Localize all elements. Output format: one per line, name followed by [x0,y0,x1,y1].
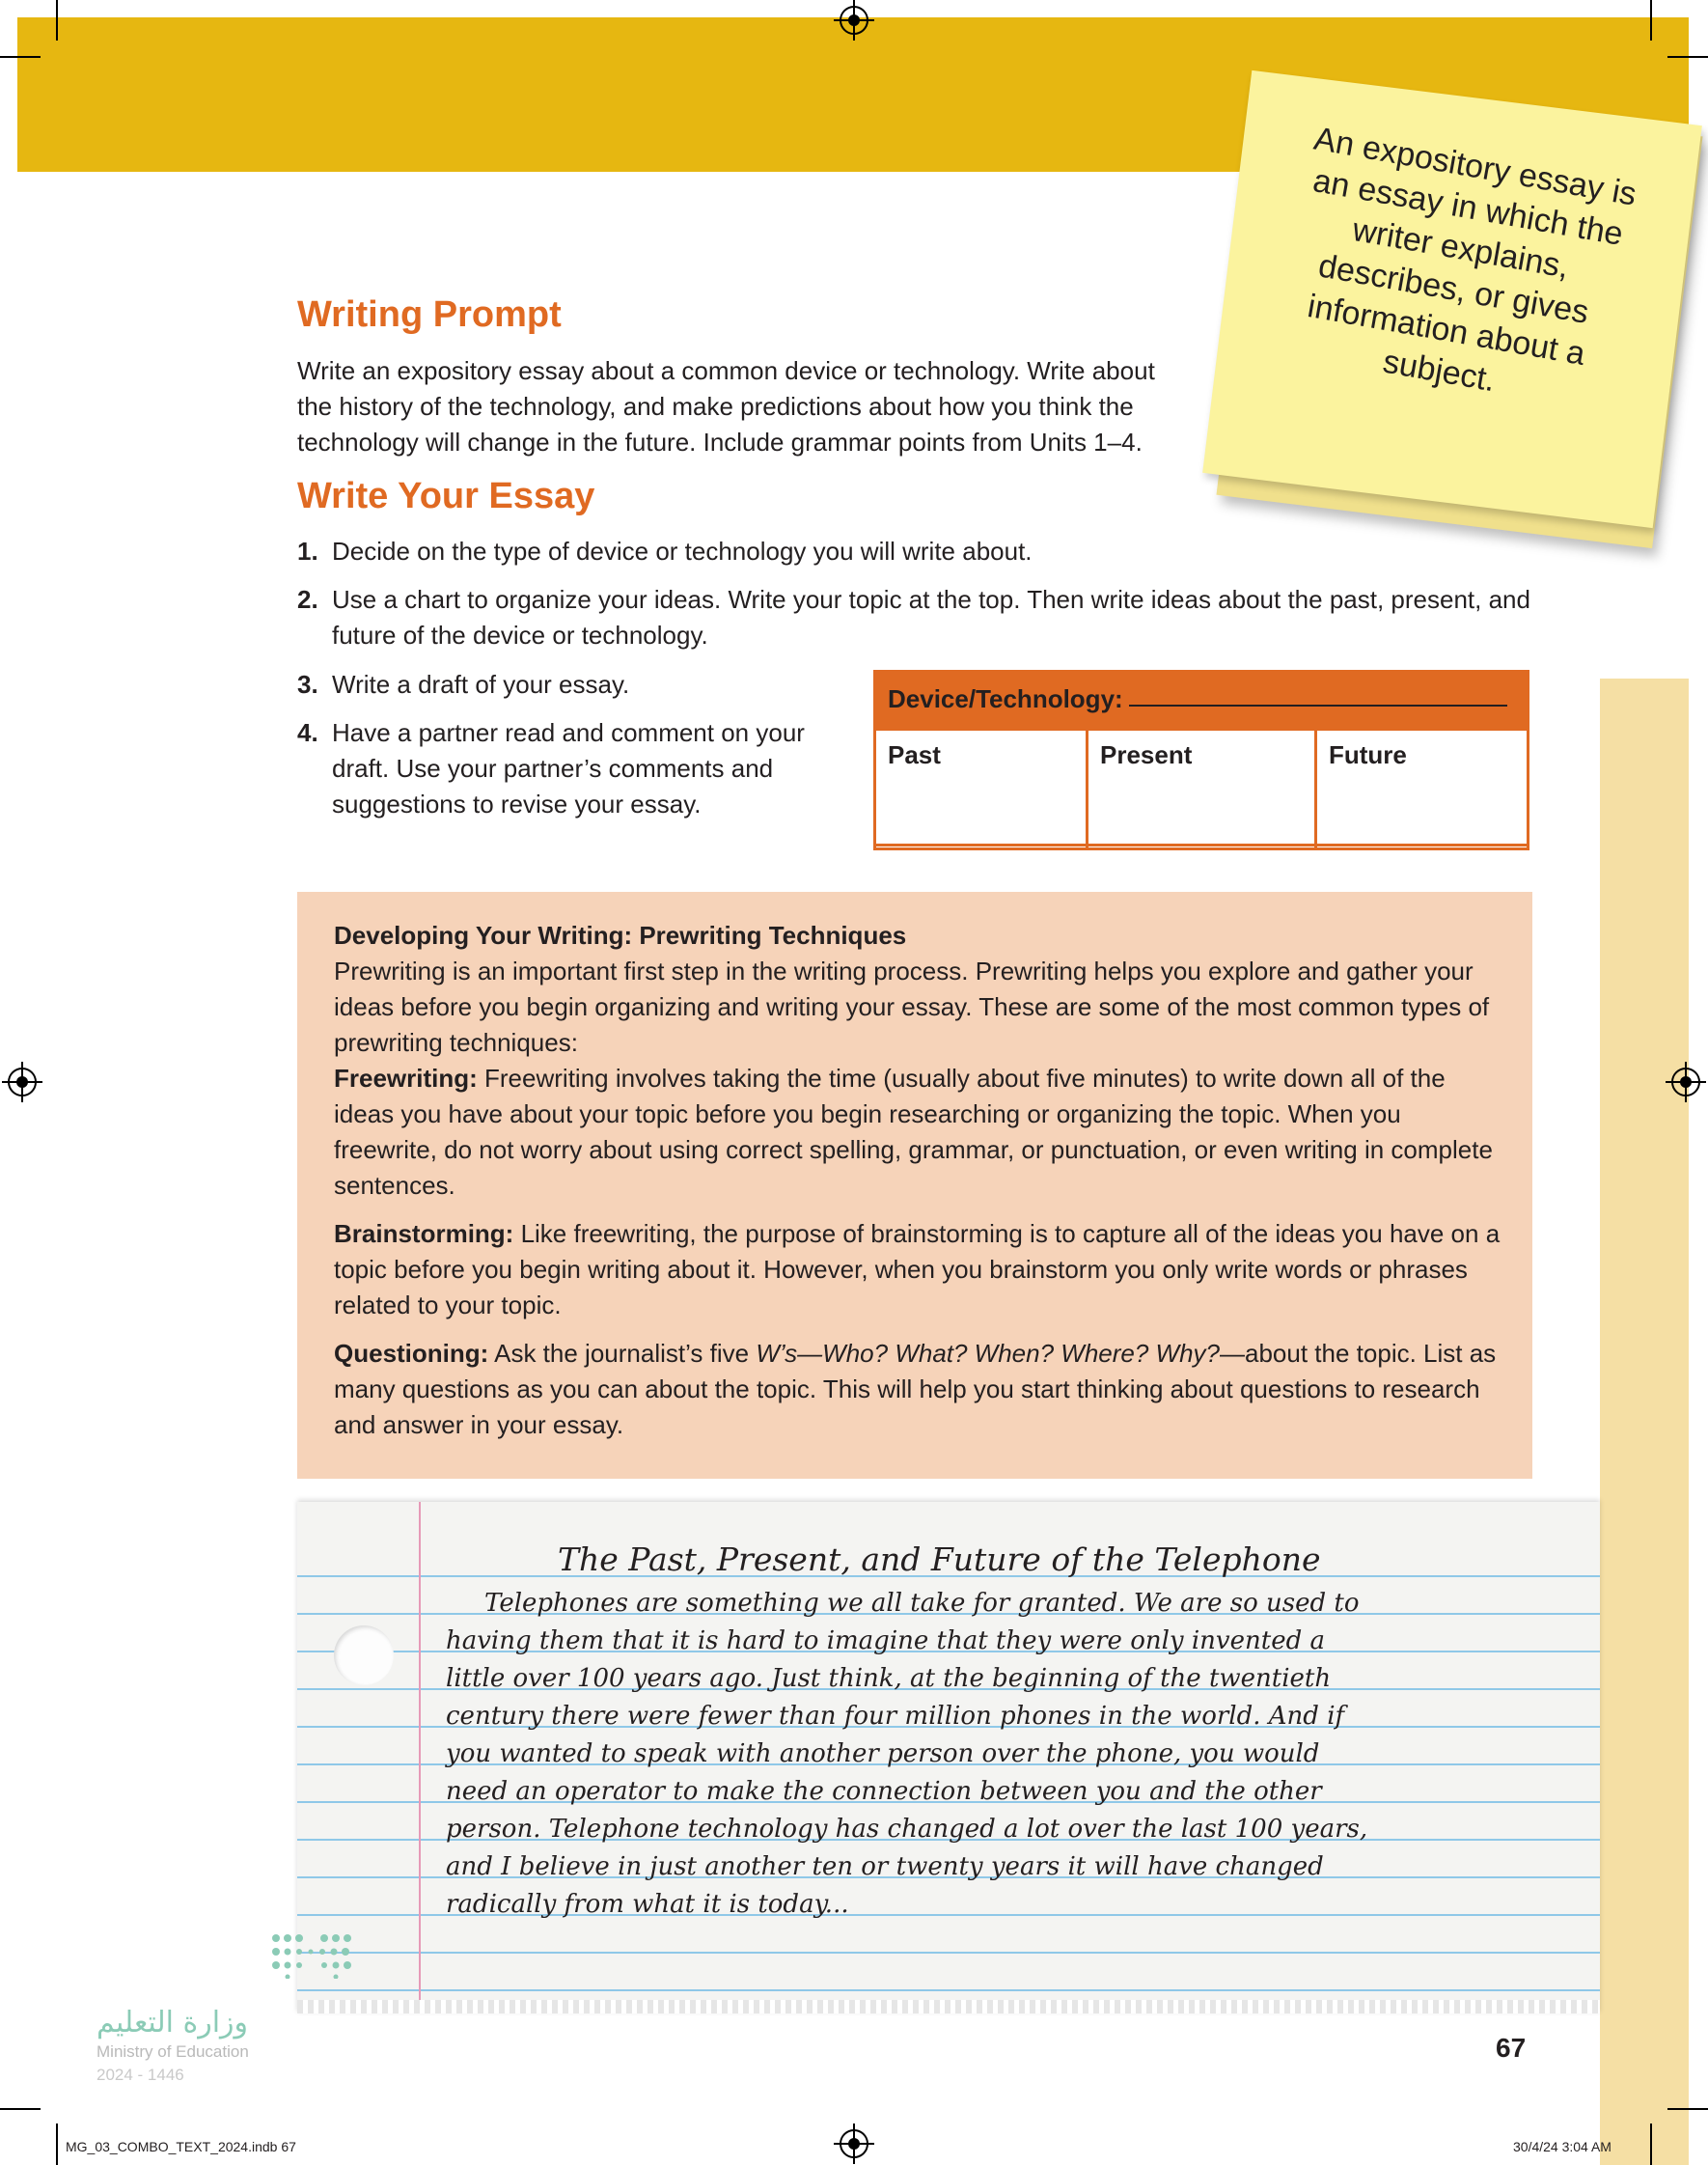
crop-mark [0,2108,41,2110]
chart-header [876,673,1527,731]
questioning-text: Ask the journalist’s five [488,1339,757,1368]
ruled-line [297,1989,1600,1991]
questioning-text-end: —about the topic. List as many questions as you can about the topic. This will help you start thinking about questions to research and answer in your essay. [334,1339,1497,1439]
punch-hole [334,1625,394,1685]
ministry-logo [93,1930,353,2085]
chart-header-label: Device/Technology: [888,684,1123,713]
chart-column-future [1317,731,1527,850]
step-number: 4. [297,718,318,747]
ruled-line [297,1952,1600,1954]
crop-mark [1667,2108,1708,2110]
chart-column-past [876,731,1088,850]
footer-file-slug: MG_03_COMBO_TEXT_2024.indb 67 [66,2139,296,2154]
crop-mark [0,56,41,58]
registration-mark-icon [8,1068,37,1096]
developing-title: Developing Your Writing: Prewriting Techniques [334,921,907,950]
questioning-ws: W’s—Who? What? When? Where? Why? [756,1339,1221,1368]
registration-mark-icon [840,2129,868,2158]
chart-row-divider [1088,844,1314,847]
organizer-chart [873,670,1529,850]
step-text: Write a draft of your essay. [332,670,630,699]
developing-intro: Prewriting is an important first step in the writing process. Prewriting helps you explore and gather your ideas before you begin organizing and writing your essay. These are some of the most common types of prewriting techniques: [334,957,1490,1057]
paper-torn-edge [297,2000,1600,2013]
registration-mark-icon [1671,1068,1700,1096]
step-text: Decide on the type of device or technology you will write about. [332,537,1033,566]
sticky-note-text: An expository essay is an essay in which the writer explains, describes, or gives information about a subject. [1305,120,1639,400]
brainstorming-text: Like freewriting, the purpose of brainstorming is to capture all of the ideas you have on a topic before you begin writing about it. However, when you brainstorm you only write words or phrases related to your topic. [334,1219,1501,1319]
essay-body: Telephones are something we all take for granted. We are so used to having them that it is hard to imagine that they were only invented a little over 100 years ago. Just think, at the beginning of the twentieth century there were fewer than four million phones in the world. And if you wanted to speak with another person over the phone, you would need an operator to make the connection between you and the other person. Telephone technology has changed a lot over the last 100 years, and I believe in just another ten or twenty years it will have changed radically from what it is today... [446,1589,1368,1919]
freewriting-text: Freewriting involves taking the time (usually about five minutes) to write down all of the ideas you have about your topic before you begin researching or organizing the topic. When you freewrite, do not worry about using correct spelling, grammar, or punctuation, or even writing in complete sentences. [334,1064,1493,1200]
step-text: Use a chart to organize your ideas. Write your topic at the top. Then write ideas about the past, present, and future of the device or technology. [332,585,1530,650]
developing-writing-box [297,892,1532,1479]
questioning-term: Questioning: [334,1339,489,1368]
chart-header-blank-line [1129,705,1507,707]
essay-title: The Past, Present, and Future of the Telephone [558,1540,1321,1578]
paper-margin-line [419,1502,421,2004]
footer-date-slug: 30/4/24 3:04 AM [1513,2139,1612,2154]
chart-row-divider [1317,844,1527,847]
brainstorming-term: Brainstorming: [334,1219,514,1248]
write-essay-heading: Write Your Essay [297,476,595,516]
chart-column-label: Past [888,740,941,769]
ministry-year: 2024 - 1446 [96,2066,184,2084]
step-text: Have a partner read and comment on your draft. Use your partner’s comments and suggestions to revise your essay. [332,718,805,819]
chart-column-present [1088,731,1317,850]
ministry-logo-dots-icon [179,1930,353,1979]
chart-column-label: Future [1329,740,1407,769]
ministry-arabic-name: وزارة التعليم [96,2006,249,2040]
crop-mark [56,2123,58,2165]
page-number: 67 [1496,2033,1527,2063]
side-margin-strip [1600,679,1689,2165]
crop-mark [1667,56,1708,58]
freewriting-term: Freewriting: [334,1064,478,1093]
crop-mark [1650,2123,1652,2165]
registration-mark-icon [840,6,868,35]
step-number: 3. [297,670,318,699]
ministry-english-name: Ministry of Education [96,2042,249,2061]
chart-column-label: Present [1100,740,1193,769]
crop-mark [1650,0,1652,41]
writing-prompt-body: Write an expository essay about a common device or technology. Write about the history of the technology, and make predictions about how you think the technology will change in the future. Include grammar points from Units 1–4. [297,356,1155,457]
chart-row-divider [876,844,1086,847]
crop-mark [56,0,58,41]
writing-prompt-heading: Writing Prompt [297,294,562,335]
step-number: 2. [297,585,318,614]
step-number: 1. [297,537,318,566]
